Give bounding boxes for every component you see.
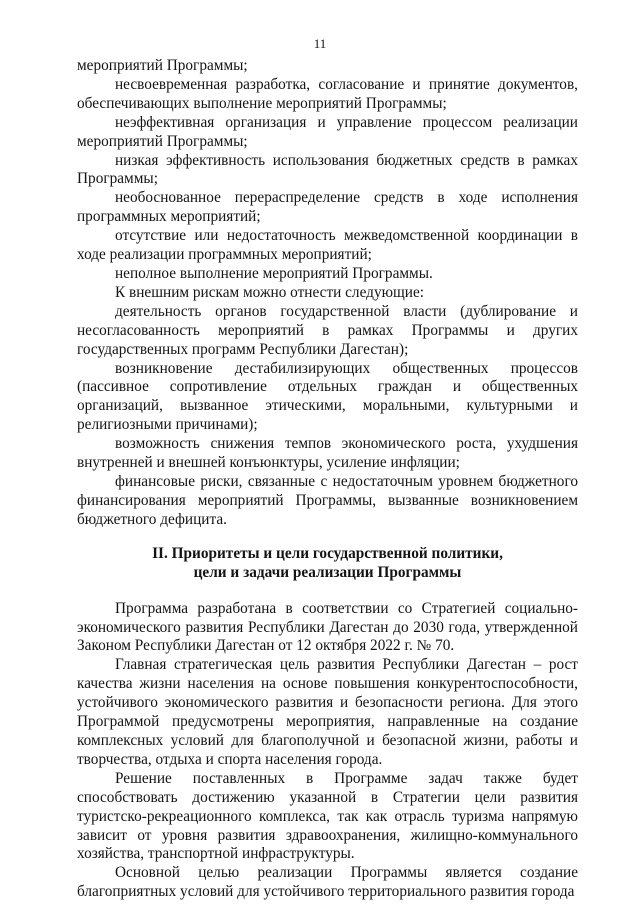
paragraph: возможность снижения темпов экономического роста, ухудшения внутренней и внешней конъюнктуры, усиление инфляции; xyxy=(77,435,578,472)
paragraph: финансовые риски, связанные с недостаточным уровнем бюджетного финансирования мероприятий Программы, вызванные возникновением бюджетного дефицита. xyxy=(77,472,578,528)
paragraph: отсутствие или недостаточность межведомственной координации в ходе реализации программных мероприятий; xyxy=(77,227,578,264)
paragraph: К внешним рискам можно отнести следующие: xyxy=(115,283,425,301)
paragraph: возникновение дестабилизирующих общественных процессов (пассивное сопротивление отдельных граждан и общественных организаций, вызванное этическими, моральными, культурными и религиозными причинами); xyxy=(77,359,578,434)
paragraph: низкая эффективность использования бюджетных средств в рамках Программы; xyxy=(77,151,578,188)
section-heading-line: II. Приоритеты и цели государственной политики, xyxy=(152,544,503,562)
document-body xyxy=(77,57,578,902)
section-heading xyxy=(77,544,578,582)
paragraph: деятельность органов государственной власти (дублирование и несогласованность мероприятий в рамках Программы и других государственных программ Республики Дагестан); xyxy=(77,302,578,358)
paragraph: неполное выполнение мероприятий Программы. xyxy=(115,264,433,282)
paragraph: Программа разработана в соответствии со Стратегией социально-экономического развития Республики Дагестан до 2030 года, утвержденной Законом Республики Дагестан от 12 октября 2022 г. № 70. xyxy=(77,599,578,655)
paragraph: Главная стратегическая цель развития Республики Дагестан – рост качества жизни населения на основе повышения конкурентоспособности, устойчивого экономического развития и безопасности региона. Для этого Программой предусмотрены мероприятия, направленные на создание комплексных условий для благополучной и безопасной жизни, работы и творчества, отдыха и спорта населения города. xyxy=(77,656,578,768)
risk-list xyxy=(77,57,578,530)
paragraph: неэффективная организация и управление процессом реализации мероприятий Программы; xyxy=(77,113,578,150)
paragraph: Решение поставленных в Программе задач также будет способствовать достижению указанной в Стратегии цели развития туристско-рекреационного комплекса, так как отрасль туризма напрямую зависит от уровня развития здравоохранения, жилищно-коммунального хозяйства, транспортной инфраструктуры. xyxy=(77,769,578,863)
section-body xyxy=(77,600,578,903)
paragraph: Основной целью реализации Программы является создание благоприятных условий для устойчивого территориального развития города xyxy=(77,864,578,901)
paragraph: необоснованное перераспределение средств в ходе исполнения программных мероприятий; xyxy=(77,189,578,226)
paragraph: несвоевременная разработка, согласование и принятие документов, обеспечивающих выполнение мероприятий Программы; xyxy=(77,75,578,112)
section-heading-line: цели и задачи реализации Программы xyxy=(193,563,462,581)
paragraph: мероприятий Программы; xyxy=(77,57,248,74)
page-number: 11 xyxy=(313,36,327,51)
